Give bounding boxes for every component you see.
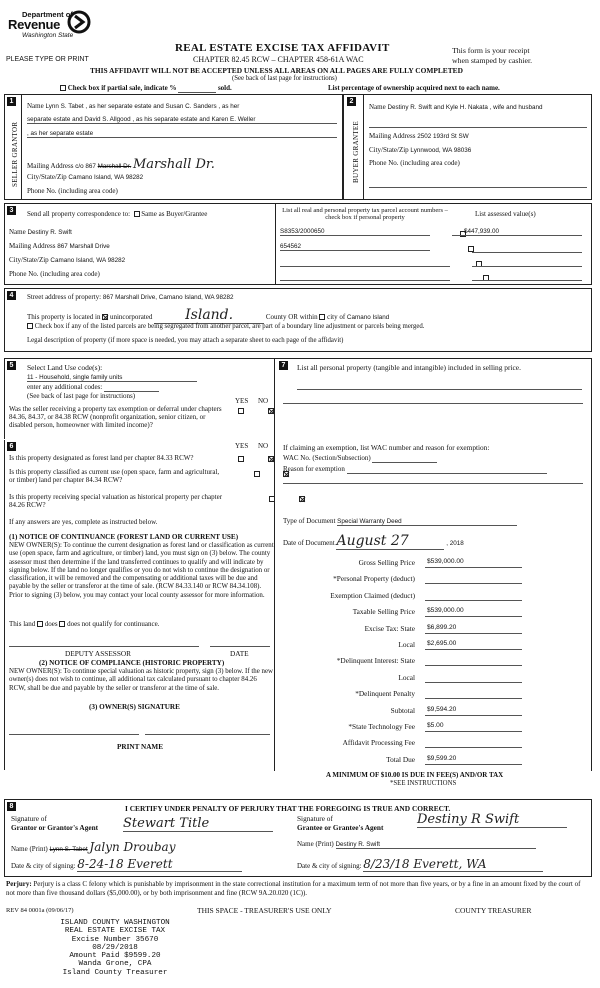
section-6-designation <box>4 440 275 770</box>
buyer-city-value: Lynnwood, WA 98036 <box>410 147 472 154</box>
grantee-signature: Destiny R Swift <box>417 812 567 828</box>
fee-label: Subtotal <box>390 705 415 715</box>
fee-value[interactable] <box>425 738 522 748</box>
fee-row <box>285 624 565 637</box>
fee-row <box>285 673 565 686</box>
buyer-name-value: Destiny R. Swift and Kyle H. Nakata , wife and husband <box>387 104 543 111</box>
grantee-date-hand: 8/23/18 Everett, WA <box>363 857 543 872</box>
fee-label: Excise Tax: State <box>364 623 415 633</box>
seller-phone-label: Phone No. (including area code) <box>27 187 118 195</box>
grantee-name: Destiny R. Swift <box>336 841 536 849</box>
fee-label: Gross Selling Price <box>358 558 415 567</box>
segregation-checkbox[interactable] <box>27 323 33 329</box>
fee-value[interactable] <box>425 656 522 666</box>
fee-label: Exemption Claimed (deduct) <box>330 590 415 600</box>
seller-mailing-label: Mailing Address <box>27 162 74 170</box>
partial-sale-sold: sold. <box>217 84 232 92</box>
fee-label: *Personal Property (deduct) <box>333 574 415 584</box>
please-type: PLEASE TYPE OR PRINT <box>6 56 89 63</box>
section-2-number: 2 <box>347 97 356 106</box>
deputy-assessor: DEPUTY ASSESSOR <box>65 649 132 658</box>
grantor-name-label: Name (Print) <box>11 845 48 853</box>
fee-value[interactable] <box>425 574 522 584</box>
fee-value[interactable]: $539,000.00 <box>425 558 522 568</box>
fee-label: *State Technology Fee <box>348 722 415 731</box>
receipt-note-2: when stamped by cashier. <box>452 56 533 65</box>
legal-description-label: Legal description of property (if more space is needed, you may attach a separate sheet to each page of the affidavit) <box>27 337 344 344</box>
fee-row <box>285 607 565 620</box>
parcel-header: List all real and personal property tax parcel account numbers – check box if personal property <box>282 207 448 221</box>
stamp-line: REAL ESTATE EXCISE TAX <box>64 927 166 936</box>
owner-signature: (3) OWNER(S) SIGNATURE <box>89 703 180 711</box>
compliance-title: (2) NOTICE OF COMPLIANCE (HISTORIC PROPERTY) <box>39 659 225 667</box>
continuance-text: NEW OWNER(S): To continue the current designation as forest land or classification as current use (open space, farm and agriculture, or timber) land, you must sign on (3) below. The county assessor must then determine if the land transferred continues to qualify and will indicate by signing below. If the land no longer qualifies or you do not wish to continue the designation or classification, it will be removed and the compensating or additional taxes will be due and payable by the seller or transferor at the time of sale. (RCW 84.33.140 or RCW 84.34.108). Prior to signing (3) below, you may contact your local county assessor for more information. <box>9 542 274 599</box>
seller-mailing-value: c/o 867 <box>75 163 96 170</box>
city-checkbox[interactable] <box>319 314 325 320</box>
fee-row <box>285 722 565 735</box>
section-8-certification <box>4 799 592 877</box>
send-to-label: Send all property correspondence to: <box>27 210 131 218</box>
unincorporated-checkbox[interactable] <box>102 314 108 320</box>
does-not-checkbox[interactable] <box>59 621 65 627</box>
buyer-city-label: City/State/Zip <box>369 146 409 154</box>
personal-property-title: List all personal property (tangible and intangible) included in selling price. <box>297 363 521 372</box>
land-use-title: Select Land Use code(s): <box>27 363 103 372</box>
fee-value[interactable]: $2,695.00 <box>425 640 522 650</box>
stamp-line: 08/29/2018 <box>92 943 138 952</box>
qualify-label: qualify for continuance. <box>92 620 160 628</box>
compliance-text: NEW OWNER(S): To continue special valuation as historic property, sign (3) below. If the new owner(s) does not wish to continue, all additional tax calculated pursuant to chapter 84.26 RCW, shall be due and payable by the seller or transferor at the time of sale. <box>9 668 273 692</box>
grantor-name-hand: Jalyn Droubay <box>89 840 176 854</box>
fee-label: Local <box>398 672 415 682</box>
land-use-code: 11 - Household, single family units <box>27 374 197 382</box>
section-1-seller <box>4 94 344 200</box>
buyer-name-label: Name <box>369 103 386 111</box>
doc-year: , 2018 <box>446 540 464 547</box>
corr-name-value: Destiny R. Swift <box>27 229 72 236</box>
wac-label: WAC No. (Section/Subsection) <box>283 454 371 462</box>
does-checkbox[interactable] <box>37 621 43 627</box>
stamp-line: Island County Treasurer <box>62 968 168 977</box>
fee-label: Taxable Selling Price <box>352 607 415 617</box>
county-hand: Island. <box>154 307 264 324</box>
s6-q1: Is this property designated as forest land per chapter 84.33 RCW? <box>9 454 194 462</box>
seller-mailing-struck: Marshall Dr. <box>97 163 132 170</box>
corr-city-label: City/State/Zip <box>9 256 49 264</box>
fee-value[interactable] <box>425 689 522 699</box>
exemption-claim: If claiming an exemption, list WAC number and reason for exemption: <box>283 443 490 452</box>
s5-no: NO <box>258 397 269 405</box>
warning-text: THIS AFFIDAVIT WILL NOT BE ACCEPTED UNLESS ALL AREAS ON ALL PAGES ARE FULLY COMPLETED <box>90 66 463 75</box>
print-name: PRINT NAME <box>117 743 163 751</box>
fee-row <box>285 689 565 702</box>
minimum-note: A MINIMUM OF $10.00 IS DUE IN FEE(S) AND/OR TAX <box>326 771 504 779</box>
s6-no: NO <box>258 442 269 450</box>
grantor-signature: Stewart Title <box>123 816 273 832</box>
county-within: County OR within <box>265 313 318 321</box>
section-5-number: 5 <box>7 361 16 370</box>
fee-row <box>285 591 565 604</box>
section-5-land-use <box>4 358 275 439</box>
grantor-name-struck: Lynn S. Tabet <box>49 846 88 853</box>
does-label: does <box>44 620 58 628</box>
section-7-number: 7 <box>279 361 288 370</box>
grantor-date-label: Date & city of signing: <box>11 862 76 870</box>
county-treasurer: COUNTY TREASURER <box>455 906 532 915</box>
buyer-side-label: BUYER GRANTEE <box>352 120 360 183</box>
this-land: This land <box>9 620 36 628</box>
fee-row <box>285 706 565 719</box>
logo-line2: Revenue <box>8 17 61 32</box>
seller-side-label: SELLER GRANTOR <box>11 121 19 187</box>
continuance-title: (1) NOTICE OF CONTINUANCE (FOREST LAND OR CURRENT USE) <box>9 533 239 541</box>
treasurer-use: THIS SPACE - TREASURER'S USE ONLY <box>197 906 332 915</box>
segregation-text: Check box if any of the listed parcels are being segregated from another parcel, are part of a boundary line adjustment or parcels being merged. <box>34 323 425 330</box>
s5-question: Was the seller receiving a property tax exemption or deferral under chapters 84.36, 84.37, or 84.38 RCW (nonprofit organization, senior citizen, or disabled person, homeowner with limited income)? <box>9 405 222 429</box>
s6-q2-yes[interactable] <box>254 471 260 477</box>
s5-yes-checkbox[interactable] <box>238 408 244 414</box>
fee-value[interactable]: $5.00 <box>425 722 522 732</box>
buyer-mailing-label: Mailing Address <box>369 132 416 140</box>
s5-no-checkbox[interactable] <box>268 408 274 414</box>
s6-q2: Is this property classified as current use (open space, farm and agricultural, or timber) land per chapter 84.34 RCW? <box>9 468 220 484</box>
fee-value[interactable] <box>425 591 522 601</box>
seller-city-label: City/State/Zip <box>27 173 67 181</box>
doc-type-label: Type of Document <box>283 517 336 525</box>
form-chapters: CHAPTER 82.45 RCW – CHAPTER 458-61A WAC <box>193 55 364 64</box>
seller-name-line1: Lynn S. Tabet , as her separate estate and Susan C. Sanders , as her <box>45 103 240 110</box>
fee-row <box>285 656 565 669</box>
unincorporated-label: unincorporated <box>109 313 153 321</box>
seller-city-value: Camano Island, WA 98282 <box>68 174 144 181</box>
see-back-note: (See back of last page for instructions) <box>232 75 337 82</box>
grantee-agent-label: Grantee or Grantee's Agent <box>297 823 384 832</box>
assessed-header: List assessed value(s) <box>475 210 536 218</box>
stamp-line: Wanda Grone, CPA <box>78 960 152 969</box>
assessed-1: $447,939.00 <box>452 228 582 236</box>
reason-label: Reason for exemption <box>283 465 345 473</box>
grantor-sig-label: Signature of <box>11 814 47 823</box>
corr-phone-label: Phone No. (including area code) <box>9 270 100 278</box>
section-8-number: 8 <box>7 802 16 811</box>
street-label: Street address of property: <box>27 293 102 301</box>
section-1-number: 1 <box>7 97 16 106</box>
fee-label: Affidavit Processing Fee <box>342 738 415 748</box>
stamp-line: Excise Number 35670 <box>71 935 159 944</box>
fee-label: Total Due <box>386 754 415 764</box>
doc-date-hand: August 27 <box>336 533 444 550</box>
fee-row <box>285 574 565 587</box>
s6-q3: Is this property receiving special valuation as historical property per chapter 84.26 RCW? <box>9 493 223 509</box>
stamp-line: ISLAND COUNTY WASHINGTON <box>60 919 170 927</box>
same-as-checkbox[interactable] <box>134 211 140 217</box>
fee-value[interactable]: $539,000.00 <box>425 607 522 617</box>
section-3-number: 3 <box>7 206 16 215</box>
receipt-note-1: This form is your receipt <box>452 46 530 55</box>
grantee-name-label: Name (Print) <box>297 840 334 848</box>
fee-row <box>285 640 565 653</box>
ownership-note: List percentage of ownership acquired next to each name. <box>328 84 500 92</box>
partial-sale-checkbox[interactable] <box>60 85 66 91</box>
fee-row <box>285 755 565 768</box>
seller-name-line2: separate estate and David S. Allgood , as his separate estate and Karen E. Weller <box>27 116 337 124</box>
logo-line3: Washington State <box>22 32 74 39</box>
buyer-mailing-value: 2502 193rd St SW <box>417 133 469 140</box>
s5-yes: YES <box>235 397 249 405</box>
corr-mailing-label: Mailing Address <box>9 242 56 250</box>
section-6-number: 6 <box>7 442 16 451</box>
logo-mark-icon <box>66 10 92 34</box>
grantee-sig-label: Signature of <box>297 814 333 823</box>
section-4-property <box>4 288 592 352</box>
city-value: Camano Island <box>346 314 390 321</box>
grantee-date-label: Date & city of signing: <box>297 862 362 870</box>
partial-sale-label: Check box if partial sale, indicate % <box>67 84 177 92</box>
partial-sale <box>60 84 232 93</box>
fee-value[interactable] <box>425 673 522 683</box>
fee-row <box>285 558 565 571</box>
rev-number: REV 84 0001a (09/06/17) <box>6 907 74 914</box>
city-of: city of <box>327 313 346 321</box>
section-4-number: 4 <box>7 291 16 300</box>
fee-label: *Delinquent Penalty <box>355 689 415 699</box>
stamp-line: Amount Paid $9599.20 <box>69 952 161 961</box>
fee-row <box>285 738 565 751</box>
grantor-date-hand: 8-24-18 Everett <box>77 857 242 872</box>
additional-codes-label: enter any additional codes: <box>27 383 103 391</box>
section-2-buyer <box>342 94 592 200</box>
perjury-label: Perjury: <box>6 880 32 888</box>
land-use-see-back: (See back of last page for instructions) <box>27 392 136 400</box>
grantor-agent-label: Grantor or Grantor's Agent <box>11 823 99 832</box>
s6-q1-yes[interactable] <box>238 456 244 462</box>
fee-value[interactable]: $9,599.20 <box>425 755 522 765</box>
s6-yes: YES <box>235 442 249 450</box>
perjury-notice <box>6 880 588 898</box>
parcel-1: S8353/2000650 <box>280 228 430 236</box>
s6-q1-no[interactable] <box>268 456 274 462</box>
corr-city-value: Camano Island, WA 98282 <box>50 257 126 264</box>
treasurer-stamp <box>40 919 190 977</box>
s6-if-yes: If any answers are yes, complete as instructed below. <box>9 518 158 526</box>
section-3-correspondence <box>4 203 592 285</box>
seller-mailing-hand: Marshall Dr. <box>132 157 215 172</box>
certify-text: I CERTIFY UNDER PENALTY OF PERJURY THAT THE FOREGOING IS TRUE AND CORRECT. <box>125 804 451 813</box>
seller-name-label: Name <box>27 102 44 110</box>
logo-line1: Department of <box>22 10 73 19</box>
fee-value[interactable]: $6,899.20 <box>425 624 522 634</box>
see-instructions: *SEE INSTRUCTIONS <box>390 780 457 787</box>
fee-label: Local <box>398 640 415 649</box>
seller-name-line3: , as her separate estate <box>27 130 337 138</box>
dor-logo <box>8 10 103 50</box>
same-as-label: Same as Buyer/Grantee <box>141 210 208 218</box>
fee-label: *Delinquent Interest: State <box>336 656 415 666</box>
doc-date-label: Date of Document <box>283 539 335 547</box>
does-not-label: does not <box>67 620 91 628</box>
corr-name-label: Name <box>9 228 26 236</box>
deputy-date: DATE <box>230 649 249 658</box>
corr-mailing-value: 867 Marshall Drive <box>57 243 110 250</box>
fee-value[interactable]: $9,594.20 <box>425 706 522 716</box>
perjury-text: Perjury is a class C felony which is punishable by imprisonment in the state correctional institution for a maximum term of not more than five years, or by a fine in an amount fixed by the court of not more than five thousand dollars ($5,000.00), or by both imprisonment and fine (RCW 9A.20.020 (1C)). <box>6 880 581 897</box>
doc-type-value: Special Warranty Deed <box>337 518 517 526</box>
street-value: 867 Marshall Drive, Camano Island, WA 98282 <box>102 294 234 301</box>
parcel-2: 654562 <box>280 243 430 251</box>
located-prefix: This property is located in <box>27 313 101 321</box>
buyer-phone-label: Phone No. (including area code) <box>369 159 460 167</box>
form-title: REAL ESTATE EXCISE TAX AFFIDAVIT <box>175 42 390 54</box>
